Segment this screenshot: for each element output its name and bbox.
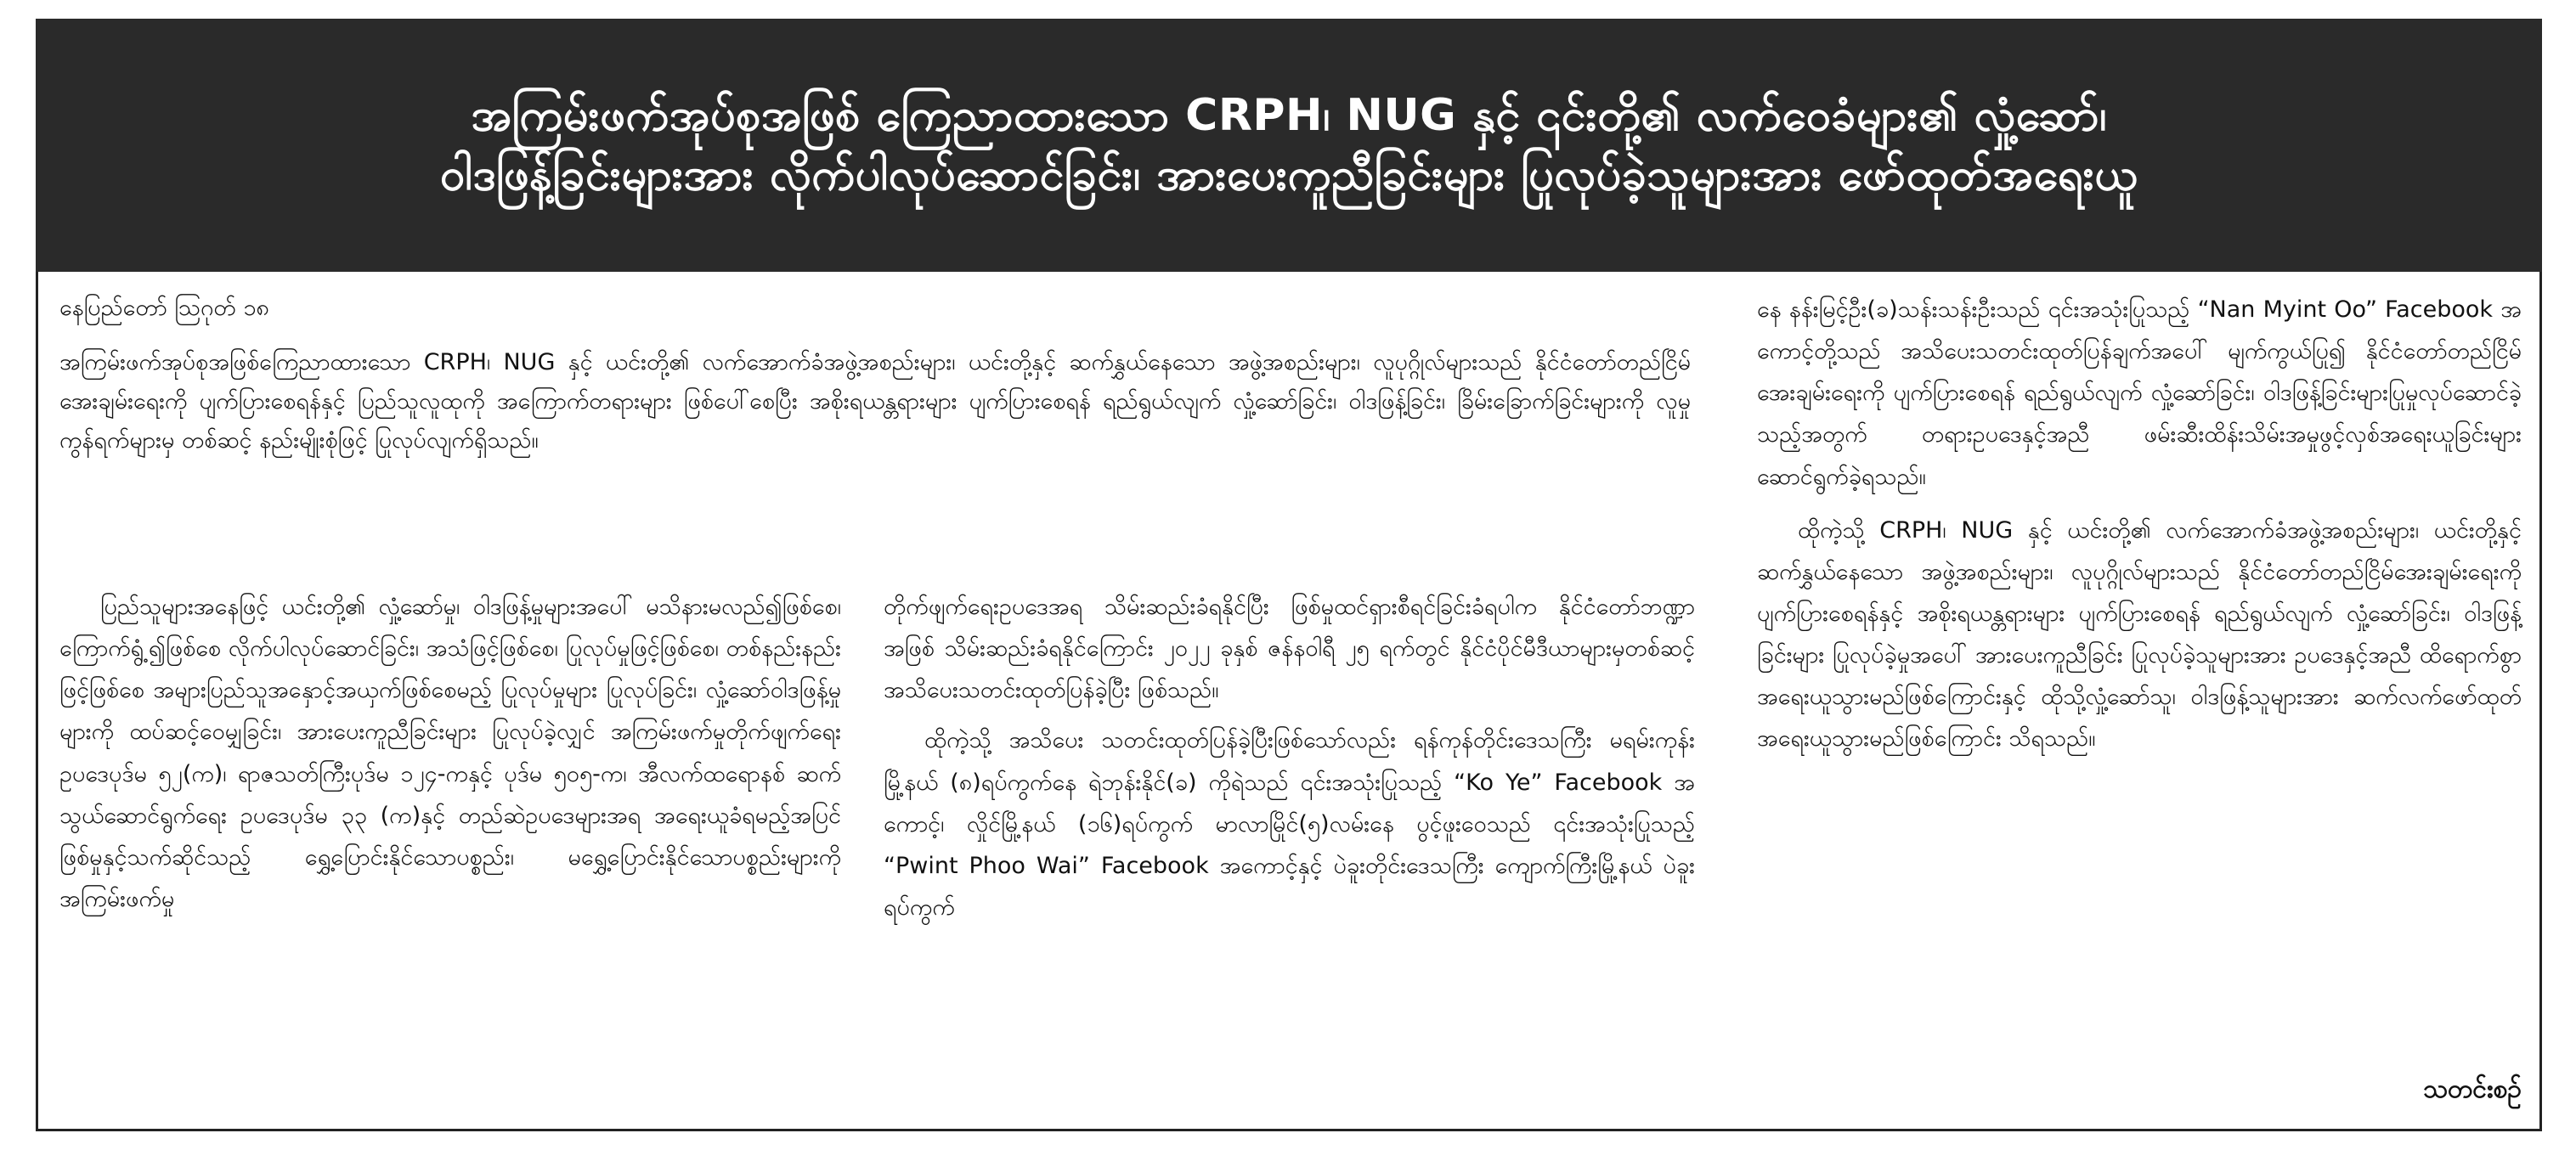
column-2-paragraph-2: ထိုကဲ့သို့ အသိပေး သတင်းထုတ်ပြန်ခဲ့ပြီးဖြစ်သော်လည်း ရန်ကုန်တိုင်းဒေသကြီး မရမ်းကုန်းမြို့နယ် (၈)ရပ်ကွက်နေ ရဲဘုန်းနိုင်(ခ) ကိုရဲသည် ၎င်းအသုံးပြုသည့် “Ko Ye” Facebook အကောင့်၊ လှိုင်မြို့နယ် (၁၆)ရပ်ကွက် မာလာမြိုင်(၅)လမ်းနေ ပွင့်ဖူးဝေသည် ၎င်းအသုံးပြုသည့် “Pwint Phoo Wai” Facebook အကောင့်နှင့် ပဲခူးတိုင်းဒေသကြီး ကျောက်ကြီးမြို့နယ် ပဲခူးရပ်ကွက်	[884, 727, 1695, 921]
column-1	[59, 586, 841, 920]
signoff: သတင်းစဉ်	[2423, 1074, 2522, 1104]
headline-line-1: အကြမ်းဖက်အုပ်စုအဖြစ် ကြေညာထားသော CRPH၊ NUG နှင့် ၎င်းတို့၏ လက်ဝေခံများ၏ လှုံ့ဆော်၊	[471, 89, 2107, 141]
headline-line-2: ဝါဒဖြန့်ခြင်းများအား လိုက်ပါလုပ်ဆောင်ခြင်း၊ အားပေးကူညီခြင်းများ ပြုလုပ်ခဲ့သူများအား ဖော်ထုတ်အရေးယူ	[439, 149, 2138, 200]
dateline: နေပြည်တော် ဩဂုတ် ၁၈	[59, 295, 269, 321]
column-2-paragraph-1: တိုက်ဖျက်ရေးဥပဒေအရ သိမ်းဆည်းခံရနိုင်ပြီး ဖြစ်မှုထင်ရှားစီရင်ခြင်းခံရပါက နိုင်ငံတော်ဘဏ္ဍာအဖြစ် သိမ်းဆည်းခံရနိုင်ကြောင်း ၂၀၂၂ ခုနှစ် ဇန်နဝါရီ ၂၅ ရက်တွင် နိုင်ငံပိုင်မီဒီယာများမှတစ်ဆင့် အသိပေးသတင်းထုတ်ပြန်ခဲ့ပြီး ဖြစ်သည်။	[884, 594, 1695, 704]
lead-paragraph: အကြမ်းဖက်အုပ်စုအဖြစ်ကြေညာထားသော CRPH၊ NUG နှင့် ယင်းတို့၏ လက်အောက်ခံအဖွဲ့အစည်းများ၊ ယင်းတို့နှင့် ဆက်နွှယ်နေသော အဖွဲ့အစည်းများ၊ လူပုဂ္ဂိုလ်များသည် နိုင်ငံတော်တည်ငြိမ်အေးချမ်းရေးကို ပျက်ပြားစေရန်နှင့် ပြည်သူလူထုကို အကြောက်တရားများ ဖြစ်ပေါ်စေပြီး အစိုးရယန္တရားများ ပျက်ပြားစေရန် ရည်ရွယ်လျက် လှုံ့ဆော်ခြင်း၊ ဝါဒဖြန့်ခြင်း၊ ခြိမ်းခြောက်ခြင်းများကို လူမှုကွန်ရက်များမှ တစ်ဆင့် နည်းမျိုးစုံဖြင့် ပြုလုပ်လျက်ရှိသည်။	[59, 348, 1691, 454]
column-1-paragraph: ပြည်သူများအနေဖြင့် ယင်းတို့၏ လှုံ့ဆော်မှု၊ ဝါဒဖြန့်မှုများအပေါ် မသိနားမလည်၍ဖြစ်စေ၊ ကြောက်ရွံ့၍ဖြစ်စေ လိုက်ပါလုပ်ဆောင်ခြင်း၊ အသံဖြင့်ဖြစ်စေ၊ ပြုလုပ်မှုဖြင့်ဖြစ်စေ၊ တစ်နည်းနည်းဖြင့်ဖြစ်စေ အများပြည်သူအနှောင့်အယှက်ဖြစ်စေမည့် ပြုလုပ်မှုများ ပြုလုပ်ခြင်း၊ လှုံ့ဆော်ဝါဒဖြန့်မှုများကို ထပ်ဆင့်ဝေမျှခြင်း၊ အားပေးကူညီခြင်းများ ပြုလုပ်ခဲ့လျှင် အကြမ်းဖက်မှုတိုက်ဖျက်ရေး ဥပဒေပုဒ်မ ၅၂(က)၊ ရာဇသတ်ကြီးပုဒ်မ ၁၂၄-ကနှင့် ပုဒ်မ ၅၀၅-က၊ အီလက်ထရောနစ် ဆက်သွယ်ဆောင်ရွက်ရေး ဥပဒေပုဒ်မ ၃၃ (က)နှင့် တည်ဆဲဥပဒေများအရ အရေးယူခံရမည့်အပြင် ဖြစ်မှုနှင့်သက်ဆိုင်သည့် ရွှေ့ပြောင်းနိုင်သောပစ္စည်း၊ မရွှေ့ပြောင်းနိုင်သောပစ္စည်းများကို အကြမ်းဖက်မှု	[59, 594, 841, 912]
column-3	[1757, 289, 2522, 771]
lead-section	[59, 289, 1691, 476]
column-3-paragraph-2: ထိုကဲ့သို့ CRPH၊ NUG နှင့် ယင်းတို့၏ လက်အောက်ခံအဖွဲ့အစည်းများ၊ ယင်းတို့နှင့် ဆက်နွှယ်နေသော အဖွဲ့အစည်းများ၊ လူပုဂ္ဂိုလ်များသည် နိုင်ငံတော်တည်ငြိမ်အေးချမ်းရေးကို ပျက်ပြားစေရန်နှင့် အစိုးရယန္တရားများ ပျက်ပြားစေရန် ရည်ရွယ်လျက် လှုံ့ဆော်ခြင်း၊ ဝါဒဖြန့်ခြင်းများ ပြုလုပ်ခဲ့မှုအပေါ် အားပေးကူညီခြင်း ပြုလုပ်ခဲ့သူများအား ဥပဒေနှင့်အညီ ထိရောက်စွာ အရေးယူသွားမည်ဖြစ်ကြောင်းနှင့် ထိုသို့လှုံ့ဆော်သူ၊ ဝါဒဖြန့်သူများအား ဆက်လက်ဖော်ထုတ်အရေးယူသွားမည်ဖြစ်ကြောင်း သိရသည်။	[1757, 516, 2522, 753]
column-2	[884, 586, 1695, 928]
headline-banner	[36, 19, 2542, 272]
column-3-paragraph-1: နေ နန်းမြင့်ဦး(ခ)သန်းသန်းဦးသည် ၎င်းအသုံးပြုသည့် “Nan Myint Oo” Facebook အကောင့်တို့သည် အသိပေးသတင်းထုတ်ပြန်ချက်အပေါ် မျက်ကွယ်ပြု၍ နိုင်ငံတော်တည်ငြိမ်အေးချမ်းရေးကို ပျက်ပြားစေရန် ရည်ရွယ်လျက် လှုံ့ဆော်ခြင်း၊ ဝါဒဖြန့်ခြင်းများပြုမှုလုပ်ဆောင်ခဲ့သည့်အတွက် တရားဥပဒေနှင့်အညီ ဖမ်းဆီးထိန်းသိမ်းအမှုဖွင့်လှစ်အရေးယူခြင်းများ ဆောင်ရွက်ခဲ့ရသည်။	[1757, 296, 2522, 490]
